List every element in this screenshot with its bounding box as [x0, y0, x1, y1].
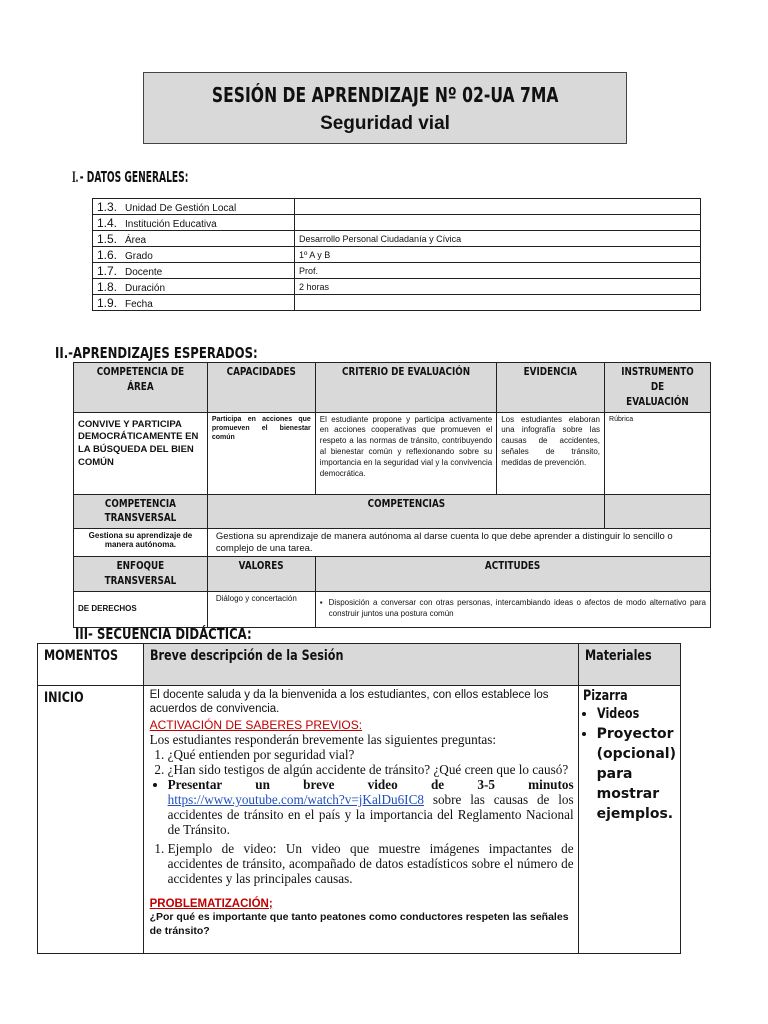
- secuencia-table: [37, 643, 681, 954]
- datos-label: 1.9. Fecha: [93, 295, 295, 311]
- criterio-evaluacion: El estudiante propone y participa activamente en acciones cooperativas que promueven el respeto a las normas de tránsito, contribuyendo al bienestar común y reflexionando sobre su importancia en la seguridad vial y la convivencia democrática.: [315, 412, 496, 494]
- datos-label: 1.7. Docente: [93, 263, 295, 279]
- datos-row: [93, 199, 701, 215]
- page-subtitle: Seguridad vial: [320, 113, 450, 134]
- question-2: 2. ¿Han sido testigos de algún accidente de tránsito? ¿Qué creen que lo causó?: [168, 762, 574, 777]
- ejemplo-item: 1. Ejemplo de video: Un video que muestre imágenes impactantes de accidentes de tránsito, acompañado de datos estadísticos sobre el número de accidentes y las principales causas.: [168, 841, 574, 886]
- activacion-intro: Los estudiantes responderán brevemente las siguientes preguntas:: [149, 732, 497, 747]
- instrumento: Rúbrica: [605, 412, 711, 494]
- datos-label: 1.5. Área: [93, 231, 295, 247]
- ejemplo-list: [150, 841, 574, 886]
- header-momentos: MOMENTOS: [38, 644, 144, 686]
- capacidad: Participa en acciones que promueven el bienestar común: [207, 412, 315, 494]
- video-link[interactable]: https://www.youtube.com/watch?v=jKalDu6IC8: [167, 792, 424, 807]
- datos-generales-table: [92, 198, 701, 311]
- header-competencia-transversal: COMPETENCIA TRANSVERSAL: [74, 494, 208, 529]
- datos-row: [93, 247, 701, 263]
- datos-label: 1.3. Unidad De Gestión Local: [93, 199, 295, 215]
- problematizacion-question: ¿Por qué es importante que tanto peatones como conductores respeten las señales de tránsito?: [149, 911, 569, 937]
- competencia-transversal-desc: Gestiona su aprendizaje de manera autónoma al darse cuenta lo que debe aprender a distinguir lo sencillo o complejo de una tarea.: [207, 529, 710, 557]
- evidencia: Los estudiantes elaboran una infografía sobre las causas de accidentes, señales de tránsito, medidas de prevención.: [497, 412, 605, 494]
- datos-value: [295, 295, 701, 311]
- header-materiales: Materiales: [578, 644, 680, 686]
- section-1-heading: I. - DATOS GENERALES:: [72, 168, 189, 186]
- datos-value: Prof.: [295, 263, 701, 279]
- header-competencia: COMPETENCIA DE ÁREA: [74, 363, 208, 413]
- header-enfoque: ENFOQUE TRANSVERSAL: [74, 557, 208, 592]
- material-item: • Proyector (opcional) para mostrar ejemplos.: [597, 724, 676, 824]
- header-instrumento: INSTRUMENTO DE EVALUACIÓN: [605, 363, 711, 413]
- valores-value: Diálogo y concertación: [207, 591, 315, 627]
- datos-row: [93, 215, 701, 231]
- competencia-area: CONVIVE Y PARTICIPA DEMOCRÁTICAMENTE EN LA BÚSQUEDA DEL BIEN COMÚN: [74, 412, 208, 494]
- video-list: [150, 777, 574, 837]
- header-empty: [605, 494, 711, 529]
- activacion-heading: ACTIVACIÓN DE SABERES PREVIOS:: [149, 718, 363, 732]
- datos-row: [93, 263, 701, 279]
- question-1: 1. ¿Qué entienden por seguridad vial?: [168, 747, 574, 762]
- competencia-transversal-name: Gestiona su aprendizaje de manera autónoma.: [74, 529, 208, 557]
- title-box: [143, 72, 627, 144]
- video-item: • Presentar un breve video de 3-5 minutos https://www.youtube.com/watch?v=jKalDu6IC8 sobre las causas de los accidentes de tránsito en el país y la importancia del Reglamento Nacional de Tránsito.: [168, 777, 574, 837]
- header-competencias: COMPETENCIAS: [207, 494, 604, 529]
- problematizacion-heading: PROBLEMATIZACIÓN;: [149, 898, 273, 910]
- page-title: SESIÓN DE APRENDIZAJE Nº 02-UA 7MA: [211, 83, 559, 107]
- questions-list: [150, 747, 574, 777]
- enfoque-value: DE DERECHOS: [74, 591, 208, 627]
- datos-value: 1º A y B: [295, 247, 701, 263]
- datos-value: 2 horas: [295, 279, 701, 295]
- datos-row: [93, 279, 701, 295]
- datos-value: Desarrollo Personal Ciudadanía y Cívica: [295, 231, 701, 247]
- header-evidencia: EVIDENCIA: [497, 363, 605, 413]
- materiales-cell: [578, 686, 680, 954]
- bullet-icon: ▪: [319, 598, 323, 608]
- header-descripcion: Breve descripción de la Sesión: [143, 644, 578, 686]
- actitud-text: Disposición a conversar con otras personas, intercambiando ideas o afectos de modo alternativo para construir juntos una postura común: [328, 598, 706, 619]
- header-criterio: CRITERIO DE EVALUACIÓN: [315, 363, 496, 413]
- header-capacidades: CAPACIDADES: [207, 363, 315, 413]
- intro-text: El docente saluda y da la bienvenida a los estudiantes, con ellos establece los acuerdos de convivencia.: [149, 689, 549, 715]
- datos-value: [295, 215, 701, 231]
- materiales-title: Pizarra: [582, 688, 628, 704]
- datos-label: 1.6. Grado: [93, 247, 295, 263]
- datos-label: 1.8. Duración: [93, 279, 295, 295]
- section-2-heading: II.-APRENDIZAJES ESPERADOS:: [55, 344, 258, 362]
- datos-value: [295, 199, 701, 215]
- materiales-list: [583, 704, 676, 824]
- moment-cell: INICIO: [38, 686, 144, 954]
- aprendizajes-table: [73, 362, 711, 628]
- actitudes-cell: [315, 591, 710, 627]
- datos-row: [93, 295, 701, 311]
- datos-row: [93, 231, 701, 247]
- material-item: • Videos: [597, 704, 676, 724]
- header-valores: VALORES: [207, 557, 315, 592]
- header-actitudes: ACTITUDES: [315, 557, 710, 592]
- description-cell: [143, 686, 578, 954]
- datos-label: 1.4. Institución Educativa: [93, 215, 295, 231]
- section-3-heading: III- SECUENCIA DIDÁCTICA:: [75, 625, 252, 643]
